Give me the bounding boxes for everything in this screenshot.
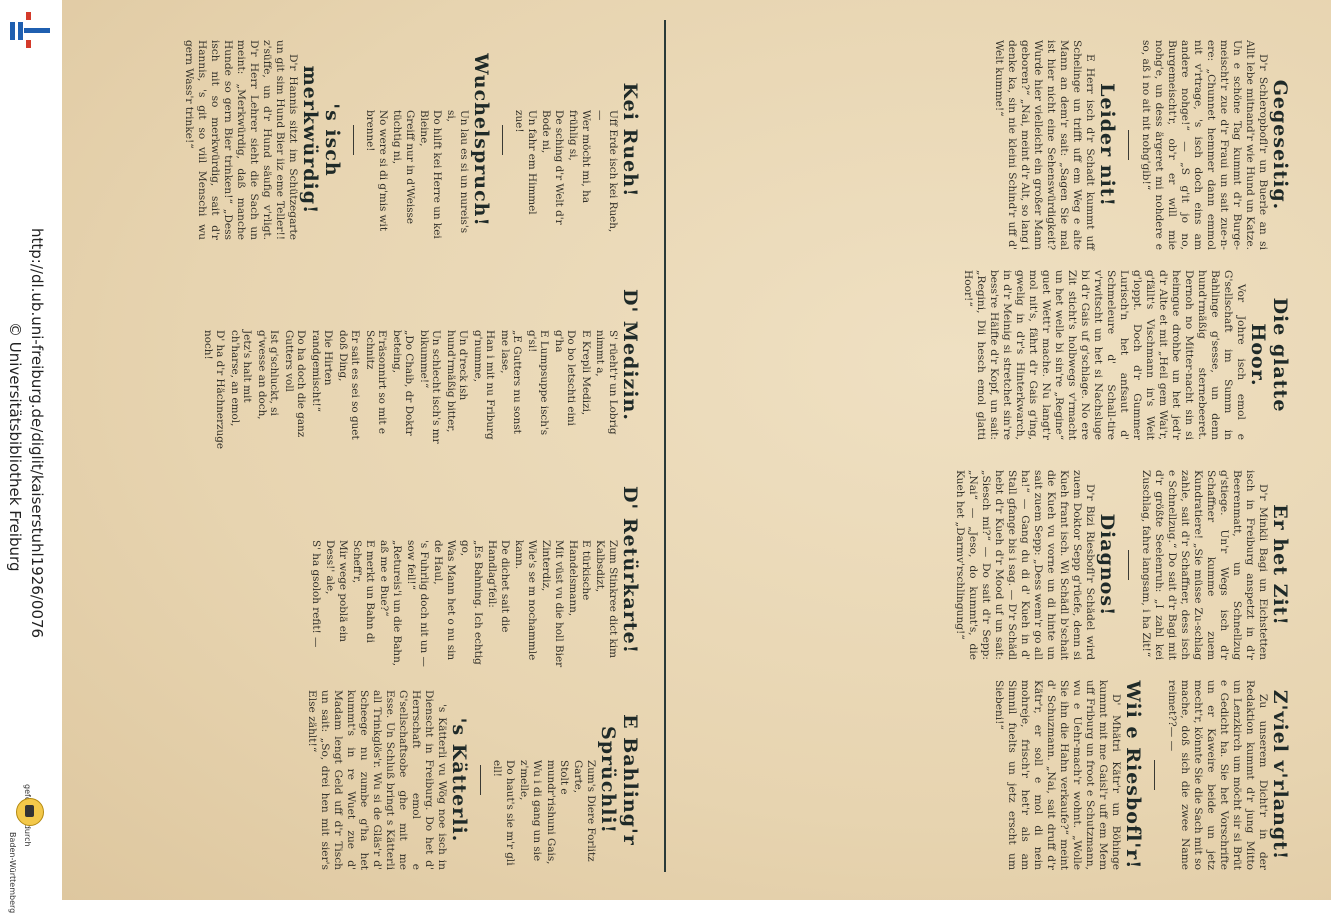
verse-line: Mir wege poblä ein Dess!' ale, bbox=[324, 540, 349, 642]
column-left-4 bbox=[986, 680, 1291, 870]
article bbox=[961, 270, 1291, 440]
article-body: D'r Bizi Riesbofl'r Schädel wird zuem Doktor Sepp g'rüefe, denn si Kueh frant isch. Wi Schädl b'schait die Kueh vu vorne un di hinte un sait zuem Sepp: „Dess wem'r go all ha!“ — Gang du di d' Kueh in d' Stall gfange bis i sag. — D'r Schädl hebt d'r Kueh d'r Mood uf un sait: „Siesch mi?“ — Do sait d'r Sepp: „Nai“ — „Jeso, do kummt's, die Kueh het „Darmv'rschlingung!“ bbox=[954, 470, 1096, 660]
separator bbox=[1128, 130, 1129, 160]
article bbox=[1139, 40, 1291, 250]
column-left bbox=[986, 40, 1291, 250]
article bbox=[953, 470, 1118, 660]
verse-line: S' ha gsoloh refit! — bbox=[310, 540, 322, 648]
article-title: Z'viel v'rlangt! bbox=[1269, 689, 1291, 861]
verse-line: Ist g'schluckt, si g'wesse an doch, bbox=[256, 330, 281, 420]
column-right-3 bbox=[304, 470, 642, 670]
verse-line: E'räsonnirt so mit e Schnitz bbox=[364, 330, 389, 435]
verse-line: Un fahr em Himmel zue! bbox=[513, 110, 538, 215]
article-title: Diagnos! bbox=[1096, 513, 1118, 617]
verse-line: Un schlecht isch's mr bikumme!“ bbox=[418, 330, 443, 444]
verse-line: Greiff nur in d'Weisse tüchtig ni, bbox=[391, 110, 416, 225]
column-left-2 bbox=[955, 270, 1291, 440]
poem-title: Kei Rueh! bbox=[619, 82, 641, 198]
verse-line: No were si di g'mis wit brenne! bbox=[364, 110, 389, 232]
library-logo-icon[interactable] bbox=[4, 8, 54, 54]
article bbox=[992, 40, 1118, 250]
article-title: Er het Zit! bbox=[1269, 504, 1291, 626]
verse-line: Uff Erde isch kei Rueh, — bbox=[594, 110, 619, 233]
separator bbox=[502, 125, 503, 155]
verse-line: Zum's Diere Forlitz Garte, bbox=[572, 760, 597, 862]
verse-line: Do bo letschti eini g'ha bbox=[553, 330, 578, 426]
separator bbox=[480, 765, 481, 795]
verse-line: Mit vüst vu die holl Bier Zinterdiz, bbox=[540, 540, 565, 668]
separator bbox=[353, 125, 354, 155]
verse-line: Er sait es sei so guet doß Ding, bbox=[337, 330, 362, 440]
article bbox=[305, 690, 470, 870]
verse-line: 's Fuhrlig doch nit un — sow feil!“ bbox=[405, 540, 430, 667]
column-left-3 bbox=[947, 470, 1291, 660]
article bbox=[182, 40, 343, 240]
verse-line: Jetz's halt mit ch'harse, an emol, bbox=[229, 330, 254, 427]
scanned-page bbox=[62, 0, 1331, 900]
separator bbox=[1154, 760, 1155, 790]
column-divider bbox=[664, 20, 666, 872]
poem bbox=[513, 40, 641, 240]
verse-line: Wu i di gang un sie z'melle, bbox=[518, 760, 543, 862]
verse-line: Zum Stinkree dict kim Kalbsdizt, bbox=[594, 540, 619, 658]
article-body: D'r Hannis sitzt im Schützegarte un git sim Hund Bier iiz eme Teller!! z'süffe, un d'r Hund säufig v'rligt. D'r Herr Lehrer sieht die Sach un meint: „Merkwürdig, daß manche Hunde so gern Bier trinken!“ „Dess isch nit so merkwürdig, sait d'r Hannis, 's git so viil Menschi wu gern Wass'r trinke!“ bbox=[183, 40, 299, 240]
verse-line: E Lumpsuppe isch's g'si! bbox=[526, 330, 551, 436]
article-body: E Herr isch d'r Schadt kummt uff Schelinge un trifft uff em Weg e alte Mann an dem'r sait: „Sagen Sie mal ist hier nicht eine Sehenswürdigkeit? Wurde hier vielleicht ein großer Mann geboren?“ „Nai, meint d'r Alt, so lang i denke ka, sin nie kleini Schind'r uff d' Welt kumme!“ bbox=[993, 40, 1096, 250]
article-body: Vor Johre isch emol e G'sellschaft im Summ in Bahlinge g'sesse, un denn hund'rmäßig sternebeeret. Dernoh no Mitter-nacht sin si heimgue drohbe un het jed'r d'r Alte et mit „Heil gem Wai'r, g'fällt's Vischmann in's Weit g'loppt. Doch d'r Gummer Lurisch'n het anfsaut d' Schmeleure d' Schall-tire v'rwitscht un het si Nachsluge bi d'r Gais uf g'schlage. No ere Zit sticht's holbwegs v'rmacht un het welle bi sin're „Regine“ guet Wett'r mache. Nu langt'r mol nit's, fährt d'r Gais g'ing, gwelig in d'r's Hinterkwarch, in d'r Meinig si stretchet sin're bess're Hälfte d'r Kopf, un sait: „Regini, Dii hesch emol glatti Hoor!“ bbox=[962, 270, 1247, 440]
article bbox=[1139, 470, 1291, 660]
verse-line: Die Hirten randgemischt!“ bbox=[310, 330, 335, 412]
poem-title: E Bahling'r Sprüchli! bbox=[597, 714, 641, 846]
funder-name: Baden-Württemberg bbox=[8, 832, 17, 913]
verse-line: Wer möcht mi, ha frühlig si, bbox=[567, 110, 592, 204]
column-right-4 bbox=[299, 690, 641, 870]
verse-line: „Es Bahning. Ich echtig go, bbox=[459, 540, 484, 665]
verse-line: E türkische Handelsmann, bbox=[567, 540, 592, 617]
verse-line: Was Mann het o nu sin de Haul, bbox=[432, 540, 457, 661]
article-title: 's isch merkwürdig! bbox=[299, 65, 343, 215]
verse-line: Do hilft kei Herre un kei Bleine, bbox=[418, 110, 443, 239]
viewer-sidebar bbox=[0, 0, 62, 913]
poem-title: Wuchelspruch! bbox=[470, 53, 492, 227]
article-title: Gegeseitig. bbox=[1269, 79, 1291, 211]
article-body: 's Kätterli vu Wög noe isch in Dienscht in Freiburg. Do het d' Herrschaft emol e G'sellschaftsobe ghe mit me Esse. Un Schluß bringt s Kätterli all Trinkglös'r. Wu si de Gläs'r d' Scheege nu zumbe g'ha het kummt's in re Wuet zue d' Madam lengt Geld uff d'r Tisch un sait: „So, drei hen mit sier's Else zählt!“ bbox=[306, 690, 448, 870]
verse-line: E merkt un Bahn di Scheff'r, bbox=[351, 540, 376, 643]
verse-line: Stolt e mundr'rishuni Gais, bbox=[545, 760, 570, 865]
separator bbox=[1128, 550, 1129, 580]
column-right-2 bbox=[196, 260, 642, 450]
page-content-rotated bbox=[62, 0, 1331, 900]
verse-line: „E Gutters nu sonst me lase, bbox=[499, 330, 524, 434]
column-right bbox=[176, 40, 641, 240]
verse-line: Han i mit nu Friburg g'numme, bbox=[472, 330, 497, 440]
poem-title: D' Medizin. bbox=[619, 289, 641, 421]
state-coat-of-arms-icon bbox=[16, 798, 44, 826]
funder-badge[interactable] bbox=[2, 784, 60, 913]
document-url[interactable]: http://dl.ub.uni-freiburg.de/diglit/kaiserstuhl1926/0076 bbox=[28, 228, 46, 639]
verse-line: Un lau es si un nureis's si, bbox=[445, 110, 470, 234]
article-title: Wii e Riesbofl'r! bbox=[1122, 680, 1144, 870]
verse-line: De dichet sait die Handlag'feil: bbox=[486, 540, 511, 633]
verse-line: Wie's se m nochammle kann. bbox=[513, 540, 538, 661]
article bbox=[992, 680, 1144, 870]
poem-title: D' Retürkarte! bbox=[619, 485, 641, 655]
verse-line: Do haut's sie m'r gli ell! bbox=[491, 760, 516, 866]
verse-line: De sching d'r Welt d'r Bode ni, bbox=[540, 110, 565, 225]
article-title: Die glatte Hoor. bbox=[1247, 297, 1291, 413]
poem bbox=[364, 40, 492, 240]
article-body: D' Mhätri Kätr'r un Böhinge kummt mit me Gaisl'r uff em Mem uff Friburg un froot e Schutzmann, wu e Uehr-mach'r wohnt. „Wolle Sie ihn die Hahn verkaufe?“ meint d' Schuzmann. „Nai, sait druff d'r Kätr'r, er soll e mol di nein mohreje, frisch'r het'r als am Simnil fuelts un jetz erscht um Siebeni!“ bbox=[993, 680, 1122, 870]
poem bbox=[310, 470, 642, 670]
article bbox=[1165, 680, 1291, 870]
poem bbox=[491, 690, 641, 870]
verse-line: S' rüeht'r un Lobrig nimmt a, bbox=[594, 330, 619, 435]
article-title: 's Kätterli. bbox=[448, 717, 470, 843]
article-body: Zu unserem Dicht'r in der Redaktion kummt d'r jung Mitto un Lenzkirch um möcht sir si Brüt e Gedicht ha. Sie het Vorschrifte un er Kaweire beide un jetz mecht'r, könnte Sie die Sach mit so mache, doß sich die zwee Name reimet??— — bbox=[1166, 680, 1269, 870]
verse-line: „Retureis'i un die Bahn, aß me e Bue?“ bbox=[378, 540, 403, 667]
article-body: D'r Minkli Bagi un Eichstetten isch in Freiburg anspetzt in d'r Beerenmatt, un Schnellzug g'stiege. Un'r Wegs isch d'r Schaffner kumme zuem Kundratiere! „Sie müsse Zu-schlag zahle, sait d'r Schaffner, dess isch e Schnellzug.“ Do sait d'r Bagi mit d'r größte Seelenruh: „I zahl kei Zuschlag, fahre langsam, i ha Zit!“ bbox=[1140, 470, 1269, 660]
verse-line: „Do Chaib, dr Doktr beteing, bbox=[391, 330, 416, 436]
verse-line: Do ha doch die ganz Gutters voll bbox=[283, 330, 308, 438]
verse-line: Un d'reck ish hund'rmäßig bitter, bbox=[445, 330, 470, 433]
poem bbox=[202, 260, 642, 450]
copyright-notice: © Universitätsbibliothek Freiburg bbox=[6, 322, 24, 572]
article-body: D'r Schleropbofl'r un Buerle an si Allt lebe mitnand'r wie Hund un Katze. Un e schöne Tag kummt d'r Burge-meischt'r zue d'r Fraui un sait zue-n-ere: „Chunnet hemmer dann emmol nit v'rtrage, 's isch doch eins am andere nohge!“ — „S g'it jo no, Burgemeischt'r, ob'r er will mie nohg'e, un dess ärgeret mi nohdere e so, aß i no ait nit nohg'gib!“ bbox=[1140, 40, 1269, 250]
article-title: Leider nit! bbox=[1096, 83, 1118, 207]
verse-line: E Krepli Medizi, bbox=[580, 330, 592, 416]
verse-line: D' ha d'r Hächnerzuge noch! bbox=[202, 330, 227, 450]
